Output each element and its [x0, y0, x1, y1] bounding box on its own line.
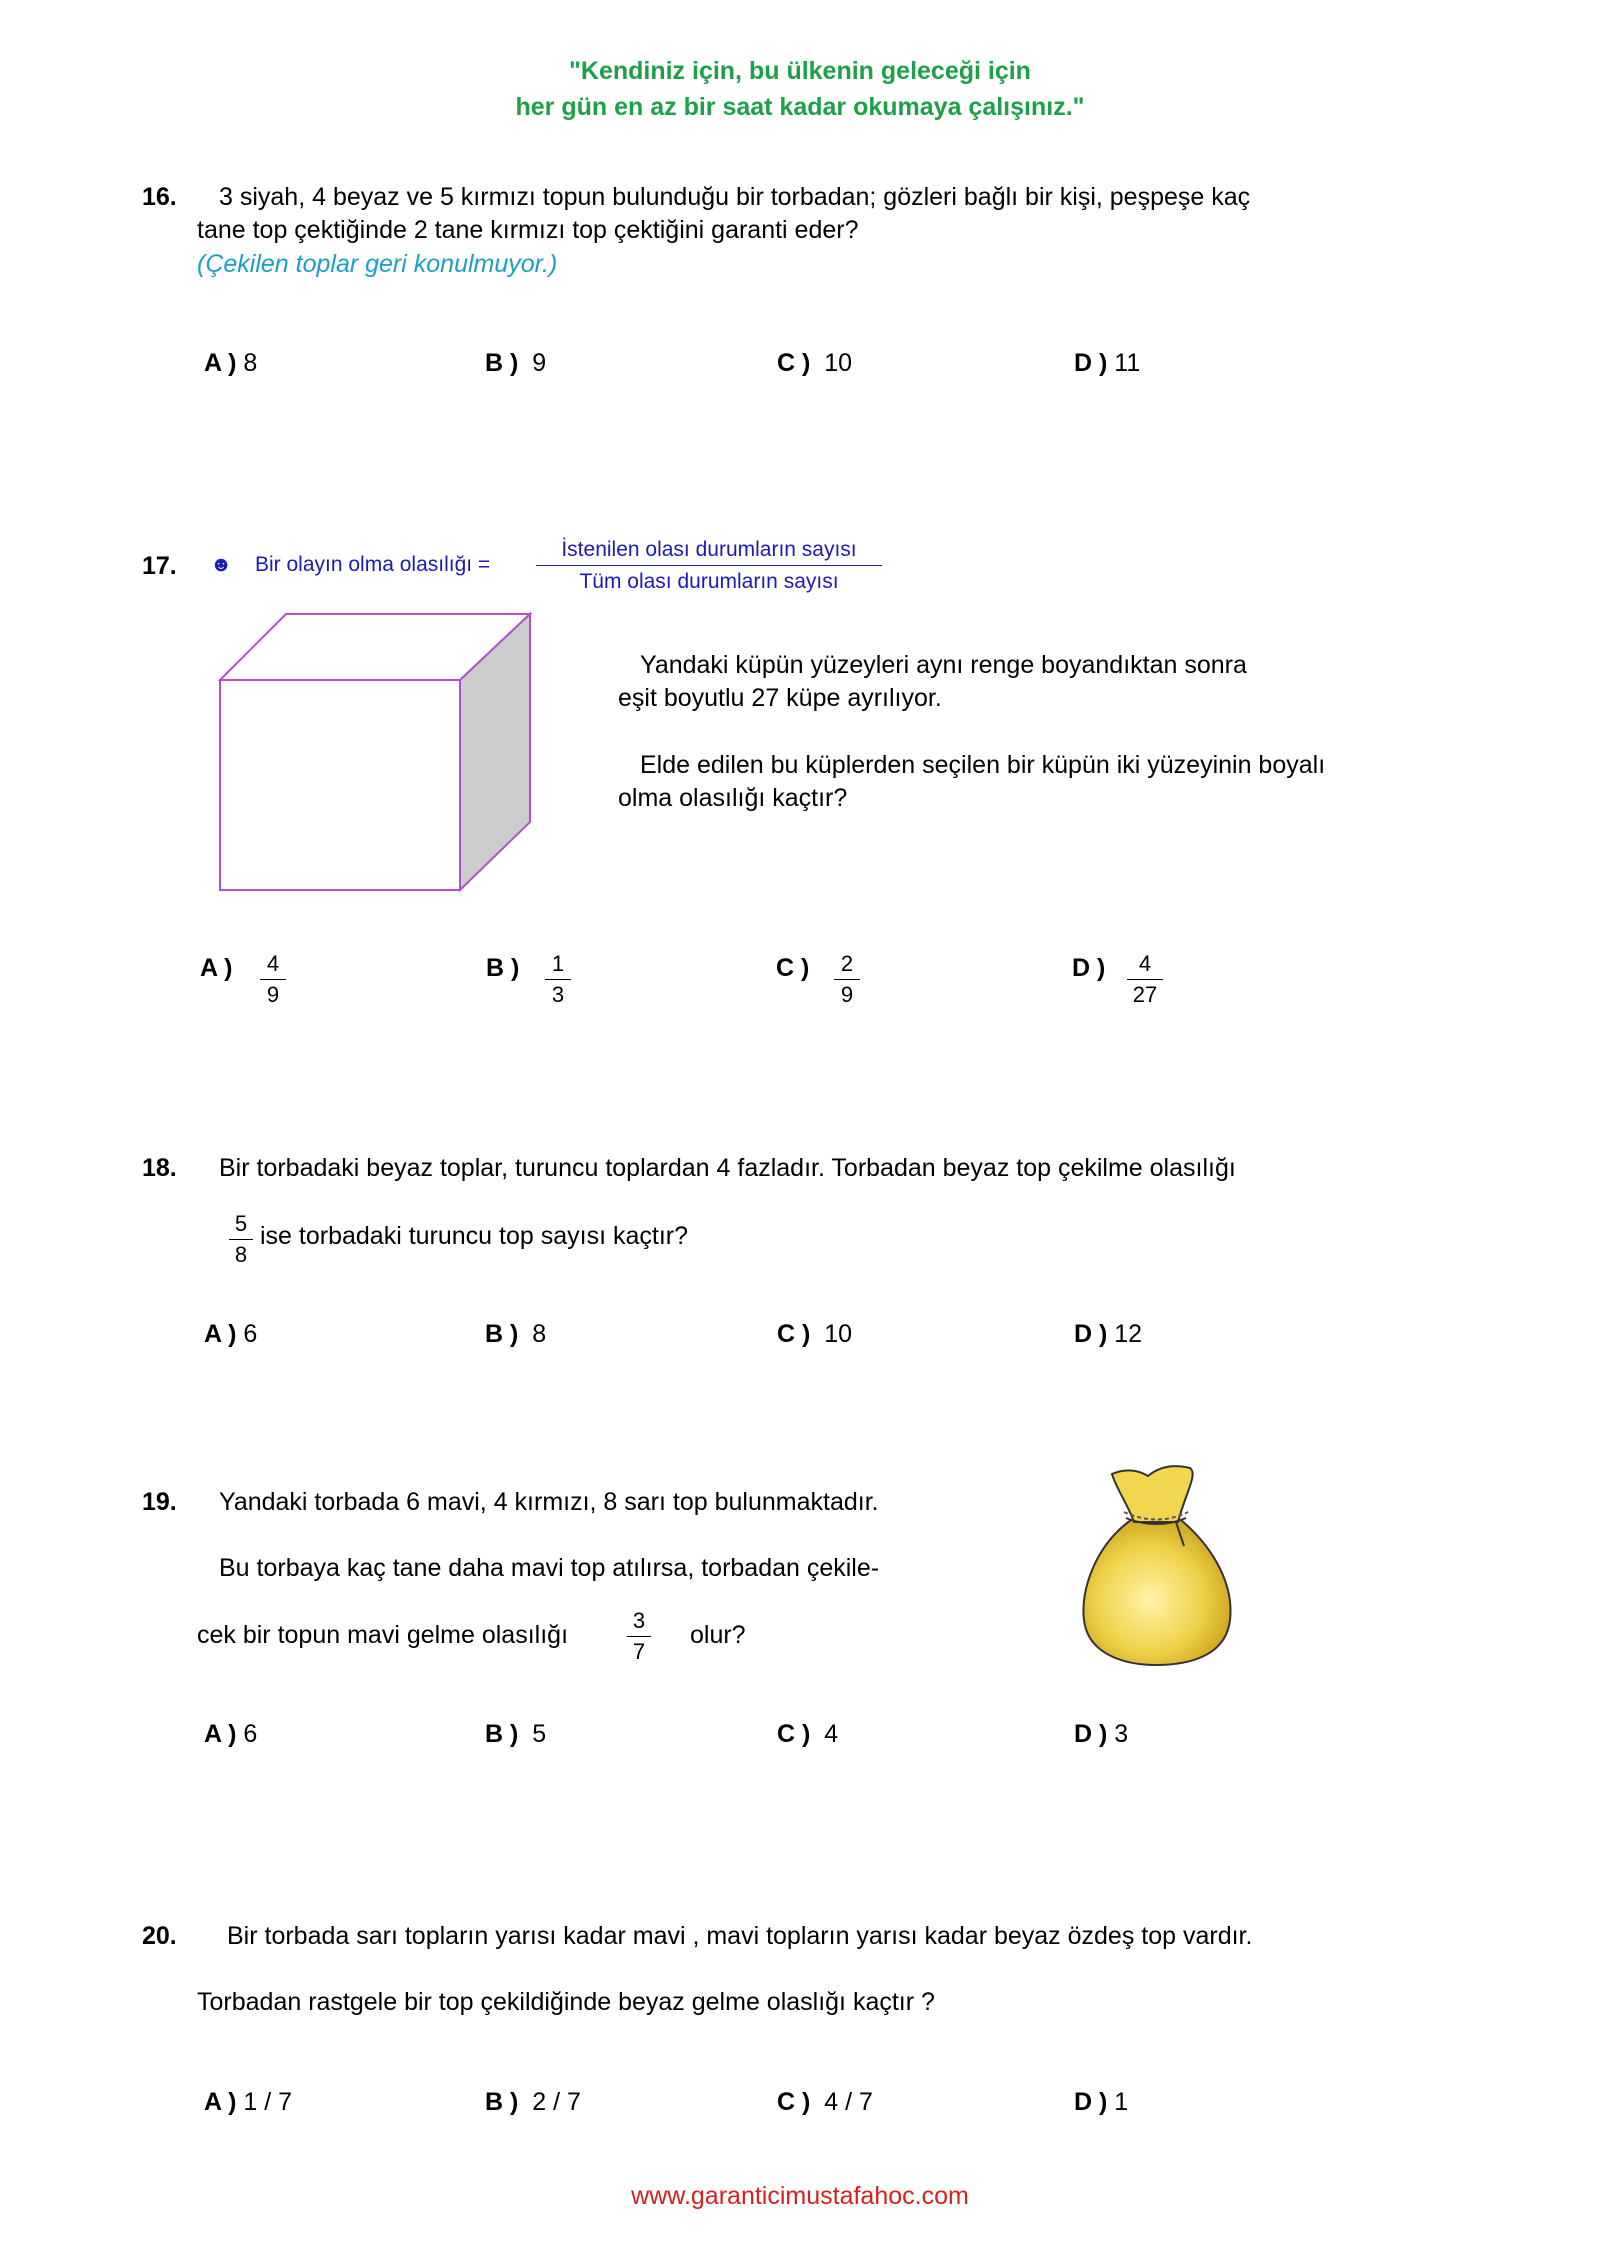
option-c-fraction	[834, 953, 860, 1006]
question-number: 16.	[142, 183, 177, 211]
option-c[interactable]	[777, 2088, 873, 2117]
option-b[interactable]	[486, 954, 519, 983]
option-letter: D )	[1074, 1720, 1108, 1748]
option-b[interactable]	[485, 1320, 546, 1349]
option-letter: C )	[776, 954, 810, 982]
fraction-numerator: 1	[545, 953, 571, 980]
option-letter: B )	[485, 1320, 519, 1348]
question-text-line-3: cek bir topun mavi gelme olasılığı	[197, 1621, 569, 1649]
option-letter: C )	[777, 2088, 811, 2116]
question-text-line-1: 3 siyah, 4 beyaz ve 5 kırmızı topun bulunduğu bir torbadan; gözleri bağlı bir kişi, peşpeşe kaç	[219, 183, 1251, 211]
option-value: 2 / 7	[532, 2088, 581, 2116]
option-a[interactable]	[204, 1320, 257, 1349]
option-value: 10	[824, 1320, 853, 1348]
option-value: 4 / 7	[824, 2088, 873, 2116]
option-d-fraction	[1127, 953, 1163, 1006]
option-d[interactable]	[1072, 954, 1105, 983]
formula-label: Bir olayın olma olasılığı =	[255, 553, 491, 576]
option-value: 12	[1114, 1320, 1143, 1348]
option-letter: A )	[204, 1320, 237, 1348]
question-number: 20.	[142, 1922, 177, 1950]
question-number: 18.	[142, 1154, 177, 1182]
option-value: 5	[532, 1720, 547, 1748]
motto-line-2: her gün en az bir saat kadar okumaya çalışınız."	[515, 93, 1085, 121]
option-letter: A )	[204, 2088, 237, 2116]
cube-figure	[218, 610, 532, 892]
fraction-numerator: 2	[834, 953, 860, 980]
bag-icon	[1076, 1460, 1236, 1670]
option-d[interactable]	[1074, 1720, 1128, 1749]
option-d[interactable]	[1074, 2088, 1128, 2117]
question-text-line-2: eşit boyutlu 27 küpe ayrılıyor.	[618, 684, 942, 712]
option-b[interactable]	[485, 349, 546, 378]
fraction-denominator: 27	[1132, 982, 1158, 1007]
question-text-line-2: Torbadan rastgele bir top çekildiğinde beyaz gelme olaslığı kaçtır ?	[197, 1988, 935, 2016]
question-text-line-1: Yandaki torbada 6 mavi, 4 kırmızı, 8 sarı top bulunmaktadır.	[219, 1488, 879, 1516]
option-letter: B )	[485, 1720, 519, 1748]
fraction-denominator: 7	[632, 1639, 646, 1664]
option-value: 8	[532, 1320, 547, 1348]
option-value: 6	[243, 1320, 258, 1348]
question-text-line-2: Bu torbaya kaç tane daha mavi top atılırsa, torbadan çekile-	[219, 1554, 880, 1582]
option-a[interactable]	[200, 954, 232, 983]
option-d[interactable]	[1074, 1320, 1142, 1349]
option-letter: C )	[777, 1320, 811, 1348]
option-c[interactable]	[777, 1320, 852, 1349]
option-value: 4	[824, 1720, 839, 1748]
question-text-line-3-end: olur?	[690, 1621, 746, 1649]
fraction-denominator: 9	[840, 982, 854, 1007]
motto-line-1: "Kendiniz için, bu ülkenin geleceği için	[569, 57, 1031, 85]
option-a[interactable]	[204, 1720, 257, 1749]
option-letter: B )	[485, 2088, 519, 2116]
option-letter: D )	[1074, 1320, 1108, 1348]
option-b-fraction	[545, 953, 571, 1006]
option-d[interactable]	[1074, 349, 1140, 378]
fraction-numerator: 4	[1127, 953, 1163, 980]
option-a-fraction	[260, 953, 286, 1006]
option-value: 8	[243, 349, 258, 377]
formula-denominator: Tüm olası durumların sayısı	[579, 570, 839, 593]
option-c[interactable]	[777, 349, 852, 378]
option-value: 1 / 7	[243, 2088, 293, 2116]
fraction-denominator: 3	[551, 982, 565, 1007]
option-letter: D )	[1072, 954, 1106, 982]
fraction-denominator: 8	[234, 1242, 248, 1267]
question-text-line-2: tane top çektiğinde 2 tane kırmızı top çektiğini garanti eder?	[197, 216, 859, 244]
option-b[interactable]	[485, 1720, 546, 1749]
option-value: 3	[1114, 1720, 1129, 1748]
option-letter: C )	[777, 1720, 811, 1748]
fraction-numerator: 4	[260, 953, 286, 980]
question-text-line-2: ise torbadaki turuncu top sayısı kaçtır?	[260, 1222, 688, 1250]
question-fraction	[229, 1213, 253, 1266]
option-letter: B )	[486, 954, 520, 982]
option-letter: D )	[1074, 2088, 1108, 2116]
option-value: 10	[824, 349, 853, 377]
question-text-line-1: Bir torbada sarı topların yarısı kadar mavi , mavi topların yarısı kadar beyaz özdeş top vardır.	[227, 1922, 1253, 1950]
question-text-line-4: olma olasılığı kaçtır?	[618, 784, 848, 812]
option-value: 11	[1114, 349, 1141, 377]
question-number: 17.	[142, 552, 177, 580]
question-note: (Çekilen toplar geri konulmuyor.)	[197, 250, 558, 278]
fraction-denominator: 9	[266, 982, 280, 1007]
option-letter: C )	[777, 349, 811, 377]
question-fraction	[627, 1610, 651, 1663]
footer-link[interactable]: www.garanticimustafahoc.com	[631, 2182, 969, 2210]
question-text-line-1: Bir torbadaki beyaz toplar, turuncu toplardan 4 fazladır. Torbadan beyaz top çekilme olasılığı	[219, 1154, 1236, 1182]
option-letter: A )	[200, 954, 233, 982]
option-letter: A )	[204, 349, 237, 377]
option-a[interactable]	[204, 2088, 292, 2117]
option-letter: D )	[1074, 349, 1108, 377]
option-value: 1	[1114, 2088, 1129, 2116]
option-a[interactable]	[204, 349, 257, 378]
fraction-numerator: 3	[627, 1610, 651, 1637]
formula-numerator: İstenilen olası durumların sayısı	[536, 538, 882, 566]
cube-front-face	[220, 680, 460, 890]
option-c[interactable]	[777, 1720, 838, 1749]
question-text-line-3: Elde edilen bu küplerden seçilen bir küpün iki yüzeyinin boyalı	[640, 751, 1326, 779]
question-text-line-1: Yandaki küpün yüzeyleri aynı renge boyandıktan sonra	[640, 651, 1247, 679]
option-value: 6	[243, 1720, 258, 1748]
option-letter: B )	[485, 349, 519, 377]
option-b[interactable]	[485, 2088, 581, 2117]
option-value: 9	[532, 349, 547, 377]
option-c[interactable]	[776, 954, 809, 983]
smiley-bullet-icon: ☻	[210, 553, 233, 576]
fraction-numerator: 5	[229, 1213, 253, 1240]
option-letter: A )	[204, 1720, 237, 1748]
question-number: 19.	[142, 1488, 177, 1516]
